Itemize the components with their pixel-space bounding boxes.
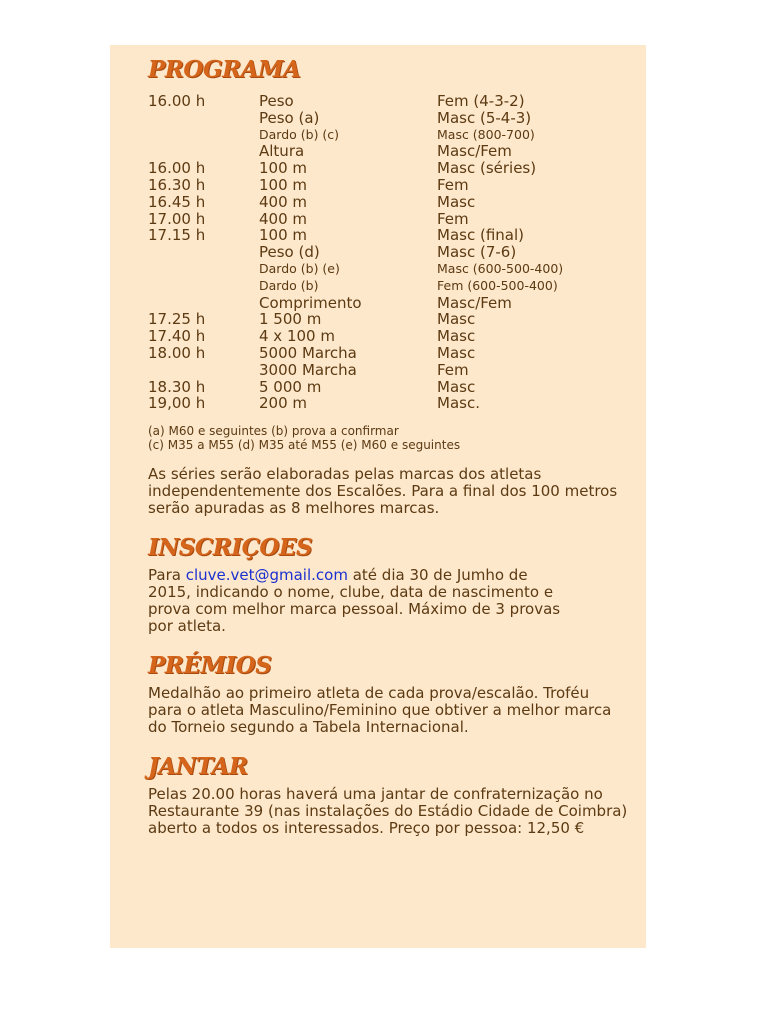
schedule-row [148,362,646,379]
schedule-category: Masc (séries) [437,159,537,178]
schedule-event: 200 m [259,394,308,413]
schedule-time: 17.00 h [148,209,206,228]
schedule-category: Masc (800-700) [437,126,535,142]
schedule-row [148,295,646,312]
schedule-time: 18.00 h [148,343,206,362]
schedule-row [148,211,646,228]
schedule-category: Masc (7-6) [437,243,517,262]
schedule-row [148,311,646,328]
schedule-category: Fem (4-3-2) [437,92,525,110]
schedule-time: 16.45 h [148,192,206,211]
schedule-row [148,177,646,194]
programa-heading: PROGRAMA [148,56,301,83]
schedule-event: Comprimento [259,293,362,312]
schedule-category: Masc [437,377,476,396]
schedule-row [148,93,646,110]
schedule-event: 1 500 m [259,310,322,329]
schedule-event: Peso (d) [259,243,320,262]
schedule-event: Peso (a) [259,108,320,127]
schedule-time: 17.25 h [148,310,206,329]
schedule-category: Masc [437,192,476,211]
inscricoes-paragraph [148,567,568,635]
schedule-event: Dardo (b) (e) [259,260,340,276]
schedule-time: 16.30 h [148,175,206,194]
schedule-event: Peso [259,92,294,110]
premios-heading: PRÉMIOS [148,652,272,680]
schedule-row [148,143,646,160]
schedule-row [148,278,646,295]
email-link[interactable]: cluve.vet@gmail.com [185,566,348,585]
schedule-row [148,110,646,127]
schedule-row [148,127,646,144]
schedule-event: 3000 Marcha [259,360,357,379]
schedule-table [148,93,646,412]
schedule-row [148,328,646,345]
schedule-row [148,395,646,412]
schedule-category: Masc [437,327,476,346]
schedule-category: Masc/Fem [437,293,512,312]
inscricoes-heading: INSCRIÇOES [148,534,313,562]
schedule-time: 17.40 h [148,327,206,346]
schedule-time: 16.00 h [148,159,206,178]
schedule-category: Masc [437,343,476,362]
schedule-event: 400 m [259,192,308,211]
schedule-event: 100 m [259,175,308,194]
schedule-row [148,345,646,362]
footnote-line: (c) M35 a M55 (d) M35 até M55 (e) M60 e seguintes [148,438,461,453]
schedule-row [148,194,646,211]
schedule-row [148,227,646,244]
schedule-category: Masc. [437,394,480,413]
inscricoes-suffix: até dia 30 de Jumho de 2015, indicando o nome, clube, data de nascimento e prova com melhor marca pessoal. Máximo de 3 provas por atleta. [148,566,561,636]
series-paragraph: As séries serão elaboradas pelas marcas dos atletas independentemente dos Escalões. Para a final dos 100 metros serão apuradas as 8 melhores marcas. [148,465,618,518]
schedule-event: Altura [259,142,305,161]
premios-paragraph: Medalhão ao primeiro atleta de cada prova/escalão. Troféu para o atleta Masculino/Feminino que obtiver a melhor marca do Torneio segundo a Tabela Internacional. [148,684,612,737]
schedule-event: 100 m [259,159,308,178]
schedule-event: 5000 Marcha [259,343,357,362]
schedule-event: Dardo (b) (c) [259,126,340,142]
schedule-time: 18.30 h [148,377,206,396]
jantar-paragraph: Pelas 20.00 horas haverá uma jantar de confraternização no Restaurante 39 (nas instalações do Estádio Cidade de Coimbra) aberto a todos os interessados. Preço por pessoa: 12,50 € [148,785,628,838]
schedule-row [148,261,646,278]
schedule-category: Fem [437,360,469,379]
schedule-event: 4 x 100 m [259,327,335,346]
schedule-row [148,160,646,177]
schedule-category: Masc [437,310,476,329]
schedule-event: 400 m [259,209,308,228]
program-flyer [110,45,646,948]
schedule-event: 5 000 m [259,377,322,396]
schedule-time: 17.15 h [148,226,206,245]
schedule-row [148,379,646,396]
schedule-category: Fem (600-500-400) [437,277,558,293]
schedule-category: Masc/Fem [437,142,512,161]
inscricoes-prefix: Para [148,566,186,585]
schedule-category: Fem [437,209,469,228]
jantar-heading: JANTAR [148,753,248,781]
footnote-line: (a) M60 e seguintes (b) prova a confirmar [148,424,399,439]
schedule-row [148,244,646,261]
footnotes [148,424,646,452]
schedule-category: Masc (600-500-400) [437,260,564,276]
schedule-event: 100 m [259,226,308,245]
schedule-time: 19,00 h [148,394,206,413]
schedule-category: Masc (final) [437,226,524,245]
schedule-category: Fem [437,175,469,194]
schedule-time: 16.00 h [148,92,206,110]
schedule-event: Dardo (b) [259,277,319,293]
schedule-category: Masc (5-4-3) [437,108,532,127]
